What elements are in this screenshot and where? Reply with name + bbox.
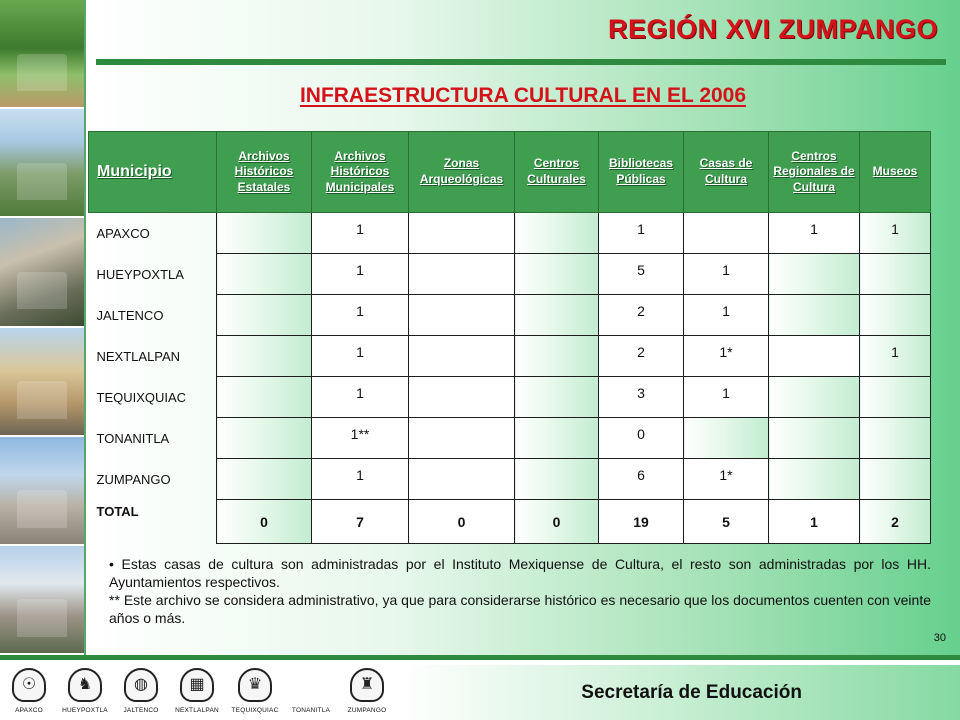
header-museos: Museos <box>860 132 931 213</box>
photo-monument <box>0 437 84 546</box>
hueypoxtla-glyph-icon: ♞ <box>68 668 102 702</box>
cell-casas-de-cultura: 1 <box>684 377 769 418</box>
cell-centros-culturales <box>515 213 599 254</box>
total-archivos-estatales: 0 <box>217 500 312 544</box>
table-row <box>89 377 931 418</box>
logo-zumpango: ♜ ZUMPANGO <box>342 668 392 714</box>
cell-museos <box>860 295 931 336</box>
total-centros-regionales: 1 <box>769 500 860 544</box>
cell-museos <box>860 254 931 295</box>
table-header-row <box>89 132 931 213</box>
header-zonas-arqueologicas: Zonas Arqueológicas <box>409 132 515 213</box>
cell-bibliotecas-publicas: 6 <box>599 459 684 500</box>
total-row <box>89 500 931 544</box>
header-bibliotecas-publicas: Bibliotecas Públicas <box>599 132 684 213</box>
logo-nextlalpan: ▦ NEXTLALPAN <box>172 668 222 714</box>
cell-centros-culturales <box>515 295 599 336</box>
cell-centros-regionales <box>769 377 860 418</box>
total-bibliotecas-publicas: 19 <box>599 500 684 544</box>
cell-bibliotecas-publicas: 3 <box>599 377 684 418</box>
slide-title: INFRAESTRUCTURA CULTURAL EN EL 2006 <box>299 84 747 107</box>
cell-museos <box>860 377 931 418</box>
total-label: TOTAL <box>89 500 217 544</box>
header-casas-de-cultura: Casas de Cultura <box>684 132 769 213</box>
cell-museos <box>860 418 931 459</box>
nextlalpan-glyph-icon: ▦ <box>180 668 214 702</box>
photo-tower <box>0 328 84 437</box>
cell-zonas-arqueologicas <box>409 254 515 295</box>
cell-zonas-arqueologicas <box>409 336 515 377</box>
logo-tequixquiac: ♛ TEQUIXQUIAC <box>230 668 280 714</box>
cell-bibliotecas-publicas: 2 <box>599 295 684 336</box>
photo-plaza <box>0 0 84 109</box>
cell-centros-culturales <box>515 254 599 295</box>
cell-casas-de-cultura: 1 <box>684 295 769 336</box>
photo-structure <box>0 218 84 327</box>
cell-centros-culturales <box>515 336 599 377</box>
cell-archivos-estatales <box>217 459 312 500</box>
logo-hueypoxtla: ♞ HUEYPOXTLA <box>60 668 110 714</box>
cell-archivos-estatales <box>217 418 312 459</box>
table-row <box>89 254 931 295</box>
cell-centros-culturales <box>515 377 599 418</box>
table-row <box>89 295 931 336</box>
row-municipio: HUEYPOXTLA <box>89 254 217 295</box>
table-row <box>89 418 931 459</box>
cell-museos <box>860 459 931 500</box>
cell-casas-de-cultura: 1* <box>684 459 769 500</box>
cell-bibliotecas-publicas: 2 <box>599 336 684 377</box>
total-centros-culturales: 0 <box>515 500 599 544</box>
cell-archivos-estatales <box>217 295 312 336</box>
row-municipio: JALTENCO <box>89 295 217 336</box>
apaxco-glyph-icon: ☉ <box>12 668 46 702</box>
logo-jaltenco: ◍ JALTENCO <box>116 668 166 714</box>
row-municipio: APAXCO <box>89 213 217 254</box>
row-municipio: NEXTLALPAN <box>89 336 217 377</box>
table-row <box>89 459 931 500</box>
cell-zonas-arqueologicas <box>409 295 515 336</box>
header-archivos-municipales: Archivos Históricos Municipales <box>312 132 409 213</box>
logo-tonanitla: TONANITLA <box>291 707 331 714</box>
cell-archivos-municipales: 1 <box>312 254 409 295</box>
jaltenco-glyph-icon: ◍ <box>124 668 158 702</box>
photo-kiosk <box>0 546 84 655</box>
tequixquiac-glyph-icon: ♛ <box>238 668 272 702</box>
cell-casas-de-cultura: 1 <box>684 254 769 295</box>
cell-centros-regionales <box>769 254 860 295</box>
cell-archivos-estatales <box>217 336 312 377</box>
cell-zonas-arqueologicas <box>409 377 515 418</box>
cell-zonas-arqueologicas <box>409 418 515 459</box>
row-municipio: TONANITLA <box>89 418 217 459</box>
cell-archivos-municipales: 1 <box>312 377 409 418</box>
row-municipio: TEQUIXQUIAC <box>89 377 217 418</box>
header-centros-regionales: Centros Regionales de Cultura <box>769 132 860 213</box>
header-municipio: Municipio <box>89 132 217 213</box>
cell-centros-regionales <box>769 459 860 500</box>
cell-centros-culturales <box>515 418 599 459</box>
footer-bar <box>0 655 960 720</box>
cell-archivos-municipales: 1 <box>312 295 409 336</box>
row-municipio: ZUMPANGO <box>89 459 217 500</box>
municipality-glyphs <box>0 668 400 720</box>
agency-banner <box>400 665 960 720</box>
cell-museos: 1 <box>860 213 931 254</box>
cell-casas-de-cultura <box>684 418 769 459</box>
municipality-photo-strip <box>0 0 86 655</box>
total-museos: 2 <box>860 500 931 544</box>
cell-archivos-municipales: 1** <box>312 418 409 459</box>
cell-archivos-estatales <box>217 377 312 418</box>
cell-zonas-arqueologicas <box>409 459 515 500</box>
region-title: REGIÓN XVI ZUMPANGO <box>607 14 938 44</box>
total-casas-de-cultura: 5 <box>684 500 769 544</box>
cell-museos: 1 <box>860 336 931 377</box>
cell-bibliotecas-publicas: 1 <box>599 213 684 254</box>
cell-centros-culturales <box>515 459 599 500</box>
cell-archivos-estatales <box>217 213 312 254</box>
table-row <box>89 213 931 254</box>
photo-church <box>0 109 84 218</box>
total-zonas-arqueologicas: 0 <box>409 500 515 544</box>
cell-casas-de-cultura: 1* <box>684 336 769 377</box>
cell-centros-regionales <box>769 336 860 377</box>
total-archivos-municipales: 7 <box>312 500 409 544</box>
cell-archivos-estatales <box>217 254 312 295</box>
cell-zonas-arqueologicas <box>409 213 515 254</box>
table-row <box>89 336 931 377</box>
cell-bibliotecas-publicas: 0 <box>599 418 684 459</box>
footnote-archivo-administrativo: ** Este archivo se considera administrativo, ya que para considerarse histórico es necesario que los documentos cuenten con veinte años o más. <box>109 591 931 626</box>
cell-bibliotecas-publicas: 5 <box>599 254 684 295</box>
cell-centros-regionales <box>769 418 860 459</box>
header-centros-culturales: Centros Culturales <box>515 132 599 213</box>
cell-centros-regionales <box>769 295 860 336</box>
cell-archivos-municipales: 1 <box>312 213 409 254</box>
footnotes <box>109 556 931 628</box>
header-divider <box>96 59 946 65</box>
agency-name: Secretaría de Educación <box>581 682 802 703</box>
cell-casas-de-cultura <box>684 213 769 254</box>
header-archivos-estatales: Archivos Históricos Estatales <box>217 132 312 213</box>
cell-archivos-municipales: 1 <box>312 459 409 500</box>
zumpango-glyph-icon: ♜ <box>350 668 384 702</box>
cell-centros-regionales: 1 <box>769 213 860 254</box>
cell-archivos-municipales: 1 <box>312 336 409 377</box>
cultural-infrastructure-table <box>88 131 931 544</box>
logo-apaxco: ☉ APAXCO <box>4 668 54 714</box>
footnote-casas-cultura: • Estas casas de cultura son administradas por el Instituto Mexiquense de Cultura, el resto son administradas por los HH. Ayuntamientos respectivos. <box>109 556 931 590</box>
page-number: 30 <box>933 632 946 644</box>
